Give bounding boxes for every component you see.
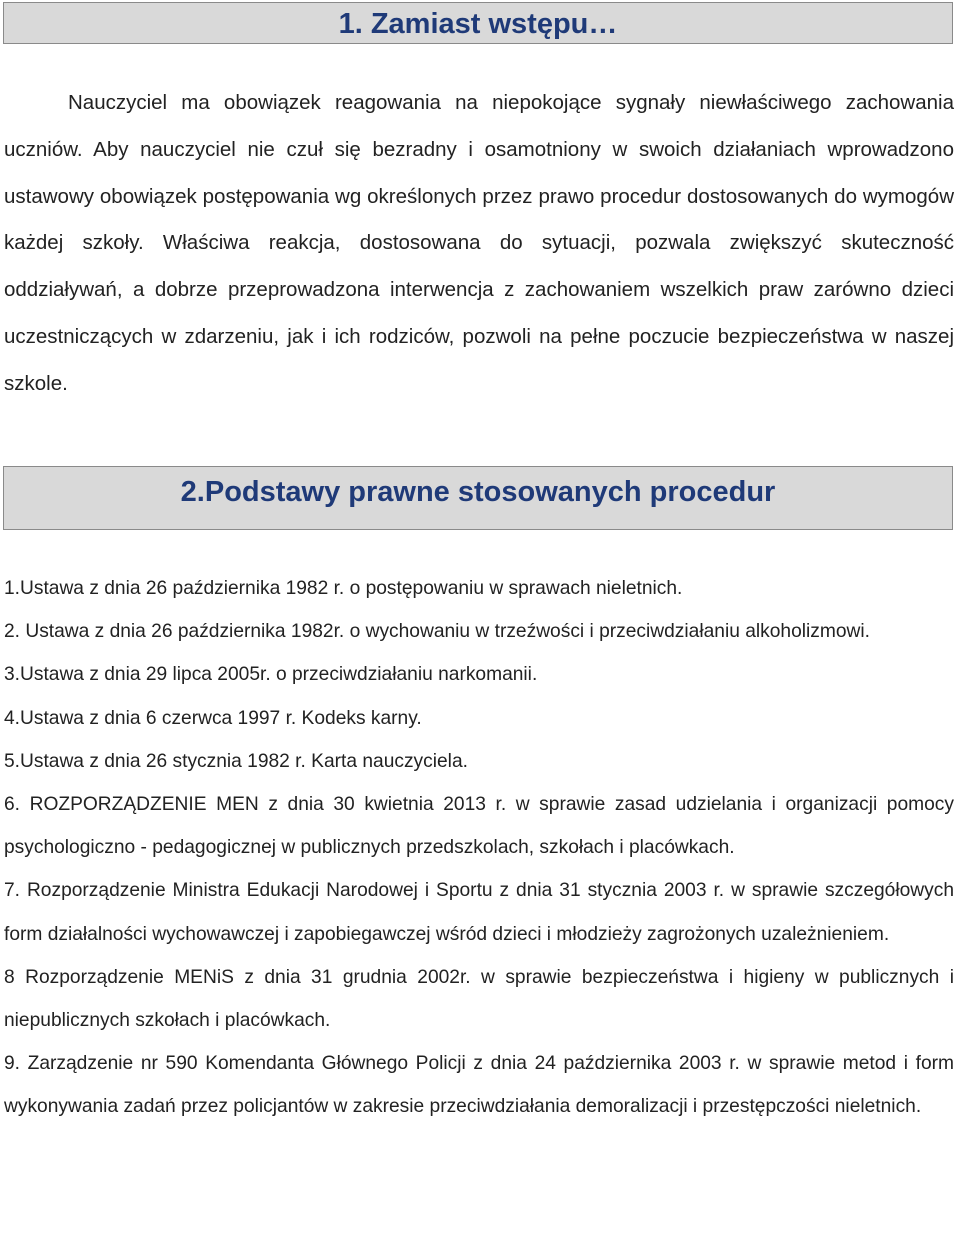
list-item: 4.Ustawa z dnia 6 czerwca 1997 r. Kodeks karny.: [4, 707, 422, 729]
list-item: 1.Ustawa z dnia 26 października 1982 r. o postępowaniu w sprawach nieletnich.: [4, 578, 683, 599]
section-1-heading-box: [3, 2, 953, 44]
section-2-title: 2.Podstawy prawne stosowanych procedur: [180, 476, 776, 508]
list-item: 9. Zarządzenie nr 590 Komendanta Głównego Policji z dnia 24 października 2003 r. w sprawie metod i form wykonywania zadań przez policjantów w zakresie przeciwdziałania demoralizacji i przestępczości nieletnich.: [4, 1053, 954, 1118]
list-item: 8 Rozporządzenie MENiS z dnia 31 grudnia 2002r. w sprawie bezpieczeństwa i higieny w publicznych i niepublicznych szkołach i placówkach.: [4, 966, 954, 1032]
list-item: 7. Rozporządzenie Ministra Edukacji Narodowej i Sportu z dnia 31 stycznia 2003 r. w sprawie szczegółowych form działalności wychowawczej i zapobiegawczej wśród dzieci i młodzieży zagrożonych uzależnieniem.: [4, 880, 954, 945]
list-item: 3.Ustawa z dnia 29 lipca 2005r. o przeciwdziałaniu narkomanii.: [4, 664, 538, 686]
list-item: 2. Ustawa z dnia 26 października 1982r. o wychowaniu w trzeźwości i przeciwdziałaniu alkoholizmowi.: [4, 621, 870, 643]
section-1-title: 1. Zamiast wstępu…: [338, 8, 618, 40]
list-item: 6. ROZPORZĄDZENIE MEN z dnia 30 kwietnia 2013 r. w sprawie zasad udzielania i organizacji pomocy psychologiczno - pedagogicznej w publicznych przedszkolach, szkołach i placówkach.: [4, 794, 954, 859]
list-item: 5.Ustawa z dnia 26 stycznia 1982 r. Karta nauczyciela.: [4, 750, 468, 772]
intro-paragraph: Nauczyciel ma obowiązek reagowania na niepokojące sygnały niewłaściwego zachowania uczniów. Aby nauczyciel nie czuł się bezradny i osamotniony w swoich działaniach wprowadzono ustawowy obowiązek postępowania wg określonych przez prawo procedur dostosowanych do wymogów każdej szkoły. Właściwa reakcja, dostosowana do sytuacji, pozwala zwiększyć skuteczność oddziaływań, a dobrze przeprowadzona interwencja z zachowaniem wszelkich praw zarówno dzieci uczestniczących w zdarzeniu, jak i ich rodziców, pozwoli na pełne poczucie bezpieczeństwa w naszej szkole.: [4, 91, 954, 395]
section-2-heading-box: [3, 466, 953, 530]
legal-basis-list: [4, 567, 954, 1129]
